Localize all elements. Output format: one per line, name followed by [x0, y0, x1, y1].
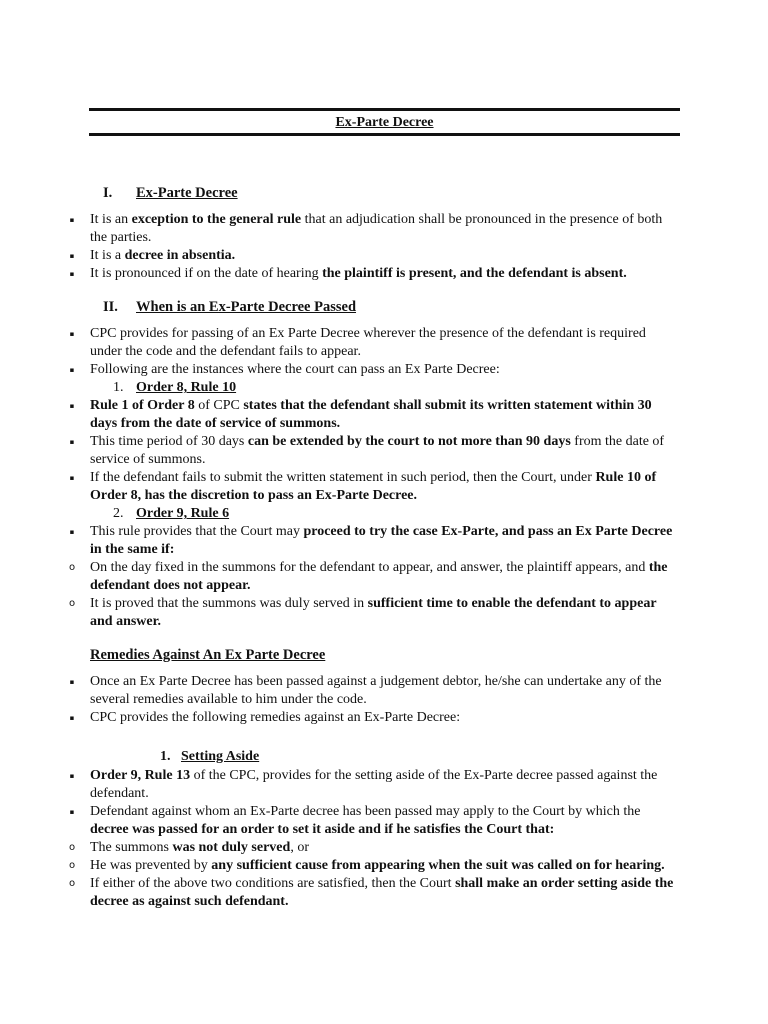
list-item: o It is proved that the summons was duly served in sufficient time to enable the defendant to appear and answer.	[0, 595, 768, 631]
subsection-number: 1.	[160, 749, 171, 764]
subsection-number: 2.	[113, 506, 124, 521]
square-bullet-icon: ▪	[69, 252, 75, 260]
order-9-list	[0, 523, 768, 631]
list-item: ▪ Order 9, Rule 13 of the CPC, provides for the setting aside of the Ex-Parte decree passed against the defendant.	[0, 767, 768, 803]
square-bullet-icon: ▪	[69, 808, 75, 816]
circle-bullet-icon: o	[68, 860, 76, 871]
subsection-title: Order 9, Rule 6	[136, 506, 230, 521]
square-bullet-icon: ▪	[69, 402, 75, 410]
list-item: o He was prevented by any sufficient cause from appearing when the suit was called on for hearing.	[0, 857, 768, 875]
circle-bullet-icon: o	[68, 562, 76, 573]
circle-bullet-icon: o	[68, 878, 76, 889]
title-rule-bottom	[89, 133, 680, 136]
list-item: ▪ It is pronounced if on the date of hearing the plaintiff is present, and the defendant is absent.	[0, 265, 768, 283]
subsection-heading-order-9	[0, 505, 768, 523]
list-item: ▪ Defendant against whom an Ex-Parte decree has been passed may apply to the Court by which the decree was passed for an order to set it aside and if he satisfies the Court that:	[0, 803, 768, 839]
section-heading-2	[0, 297, 768, 317]
list-item: ▪ It is a decree in absentia.	[0, 247, 768, 265]
list-item: ▪ CPC provides the following remedies against an Ex-Parte Decree:	[0, 709, 768, 727]
section-1-list	[0, 211, 768, 283]
subsection-number: 1.	[113, 380, 124, 395]
square-bullet-icon: ▪	[69, 330, 75, 338]
title-rule-top	[89, 108, 680, 111]
list-item: o On the day fixed in the summons for the defendant to appear, and answer, the plaintiff appears, and the defendant does not appear.	[0, 559, 768, 595]
order-8-list	[0, 397, 768, 505]
square-bullet-icon: ▪	[69, 772, 75, 780]
list-item: ▪ It is an exception to the general rule that an adjudication shall be pronounced in the presence of both the parties.	[0, 211, 768, 247]
square-bullet-icon: ▪	[69, 216, 75, 224]
remedies-list	[0, 673, 768, 727]
section-2-list	[0, 325, 768, 379]
section-title: Ex-Parte Decree	[136, 185, 238, 201]
list-item: ▪ Following are the instances where the court can pass an Ex Parte Decree:	[0, 361, 768, 379]
remedies-heading	[0, 645, 768, 665]
section-number: II.	[103, 299, 118, 315]
square-bullet-icon: ▪	[69, 438, 75, 446]
setting-aside-heading	[0, 747, 768, 767]
list-item: ▪ This time period of 30 days can be extended by the court to not more than 90 days from the date of service of summons.	[0, 433, 768, 469]
section-title: When is an Ex-Parte Decree Passed	[136, 299, 357, 315]
remedies-title: Remedies Against An Ex Parte Decree	[90, 647, 326, 663]
list-item: ▪ CPC provides for passing of an Ex Parte Decree wherever the presence of the defendant is required under the code and the defendant fails to appear.	[0, 325, 768, 361]
subsection-heading-order-8	[0, 379, 768, 397]
square-bullet-icon: ▪	[69, 714, 75, 722]
subsection-title: Setting Aside	[181, 749, 260, 764]
setting-aside-list	[0, 767, 768, 911]
subsection-title: Order 8, Rule 10	[136, 380, 237, 395]
square-bullet-icon: ▪	[69, 474, 75, 482]
square-bullet-icon: ▪	[69, 366, 75, 374]
section-number: I.	[103, 185, 113, 201]
circle-bullet-icon: o	[68, 842, 76, 853]
list-item: ▪ Once an Ex Parte Decree has been passed against a judgement debtor, he/she can undertake any of the several remedies available to him under the code.	[0, 673, 768, 709]
document-title: Ex-Parte Decree	[335, 115, 434, 130]
section-heading-1	[0, 183, 768, 203]
circle-bullet-icon: o	[68, 598, 76, 609]
list-item: ▪ This rule provides that the Court may proceed to try the case Ex-Parte, and pass an Ex Parte Decree in the same if:	[0, 523, 768, 559]
list-item: ▪ Rule 1 of Order 8 of CPC states that the defendant shall submit its written statement within 30 days from the date of service of summons.	[0, 397, 768, 433]
list-item: o The summons was not duly served, or	[0, 839, 768, 857]
square-bullet-icon: ▪	[69, 270, 75, 278]
list-item: ▪ If the defendant fails to submit the written statement in such period, then the Court, under Rule 10 of Order 8, has the discretion to pass an Ex-Parte Decree.	[0, 469, 768, 505]
list-item: o If either of the above two conditions are satisfied, then the Court shall make an order setting aside the decree as against such defendant.	[0, 875, 768, 911]
document-body	[0, 183, 768, 911]
square-bullet-icon: ▪	[69, 528, 75, 536]
square-bullet-icon: ▪	[69, 678, 75, 686]
